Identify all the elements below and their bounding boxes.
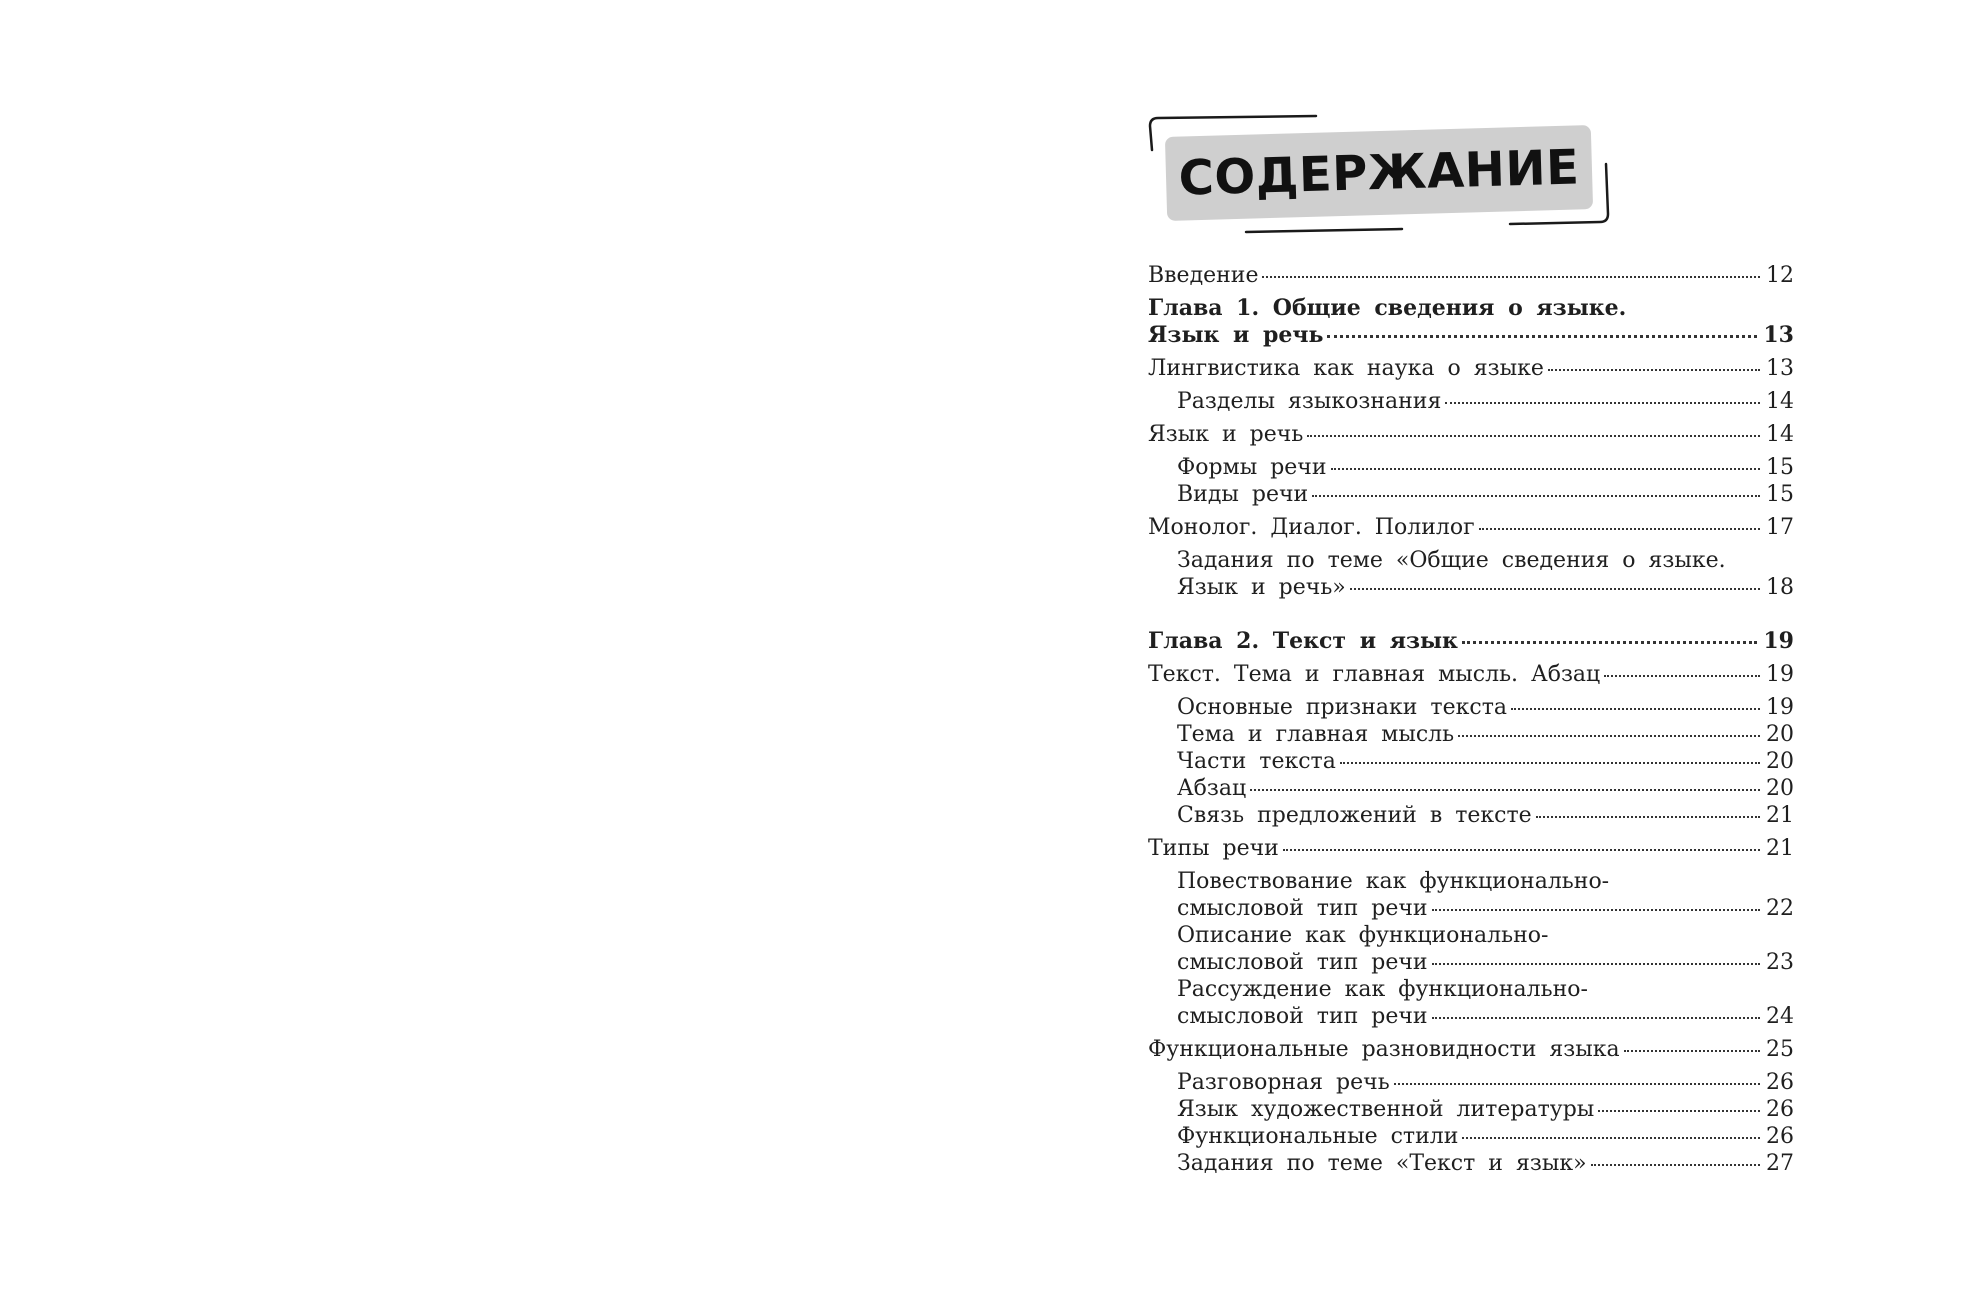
toc-subentry[interactable]: [1148, 1003, 1794, 1030]
dot-leader: [1458, 735, 1760, 737]
toc-subentry[interactable]: [1148, 388, 1794, 415]
dot-leader: [1394, 1083, 1760, 1085]
toc-page-number: 17: [1766, 515, 1794, 540]
toc-page-number: 19: [1766, 662, 1794, 687]
toc-page-number: 14: [1766, 422, 1794, 447]
toc-page-number: 13: [1763, 322, 1794, 348]
page-title: СОДЕРЖАНИЕ: [1177, 139, 1581, 207]
toc-entry-title: Тема и главная мысль: [1177, 722, 1455, 747]
toc-entry-title: Язык и речь»: [1177, 575, 1346, 600]
toc-page-number: 13: [1766, 356, 1794, 381]
toc-page-number: 24: [1766, 1004, 1794, 1029]
toc-page-number: 20: [1766, 722, 1794, 747]
dot-leader: [1536, 816, 1760, 818]
toc-entry-title: Типы речи: [1148, 836, 1279, 861]
dot-leader: [1307, 435, 1760, 437]
toc-entry-title: Задания по теме «Текст и язык»: [1177, 1151, 1587, 1176]
toc-entry-title: Основные признаки текста: [1177, 695, 1507, 720]
toc-entry-title: Функциональные разновидности языка: [1148, 1037, 1620, 1062]
toc-page-number: 21: [1766, 803, 1794, 828]
toc-chapter-entry[interactable]: [1148, 628, 1794, 655]
toc-entry-title-line1: Глава 1. Общие сведения о языке.: [1148, 295, 1627, 321]
toc-page-number: 19: [1763, 628, 1794, 654]
toc-entry-title: Связь предложений в тексте: [1177, 803, 1532, 828]
toc-entry-title: Функциональные стили: [1177, 1124, 1459, 1149]
toc-entry-title: смысловой тип речи: [1177, 950, 1428, 975]
dot-leader: [1432, 1017, 1760, 1019]
toc-page-number: 15: [1766, 455, 1794, 480]
dot-leader: [1462, 641, 1757, 644]
toc-entry-title: Абзац: [1177, 776, 1247, 801]
toc-entry-title: Виды речи: [1177, 482, 1309, 507]
toc-page-number: 12: [1766, 263, 1794, 288]
toc-entry-title-line1: Рассуждение как функционально-: [1177, 977, 1588, 1002]
toc-subentry[interactable]: [1148, 949, 1794, 976]
toc-entry-title: Части текста: [1177, 749, 1336, 774]
toc-subentry[interactable]: [1148, 1069, 1794, 1096]
toc-subentry[interactable]: [1148, 748, 1794, 775]
dot-leader: [1432, 963, 1760, 965]
dot-leader: [1327, 335, 1757, 338]
dot-leader: [1250, 789, 1760, 791]
toc-entry-title-line1: Задания по теме «Общие сведения о языке.: [1177, 548, 1726, 573]
dot-leader: [1432, 909, 1760, 911]
toc-entry-title: Язык и речь: [1148, 322, 1324, 348]
toc-entry-title-line1: Описание как функционально-: [1177, 923, 1549, 948]
dot-leader: [1331, 468, 1760, 470]
dot-leader: [1462, 1137, 1760, 1139]
toc-subentry[interactable]: [1148, 1123, 1794, 1150]
toc-subentry[interactable]: [1148, 1096, 1794, 1123]
toc-page-number: 26: [1766, 1124, 1794, 1149]
dot-leader: [1479, 528, 1760, 530]
toc-subentry[interactable]: [1148, 481, 1794, 508]
toc-page-number: 20: [1766, 776, 1794, 801]
toc-subentry[interactable]: [1148, 694, 1794, 721]
toc-chapter-entry[interactable]: [1148, 322, 1794, 349]
toc-entry-title: Лингвистика как наука о языке: [1148, 356, 1544, 381]
toc-page-number: 26: [1766, 1070, 1794, 1095]
toc-entry-title: Текст. Тема и главная мысль. Абзац: [1148, 662, 1601, 687]
dot-leader: [1624, 1050, 1760, 1052]
dot-leader: [1598, 1110, 1760, 1112]
toc-entry-title: Глава 2. Текст и язык: [1148, 628, 1458, 654]
dot-leader: [1283, 849, 1760, 851]
toc-entry-title-line1: Повествование как функционально-: [1177, 869, 1610, 894]
toc-page-number: 18: [1766, 575, 1794, 600]
dot-leader: [1511, 708, 1760, 710]
toc-entry[interactable]: [1148, 661, 1794, 688]
toc-entry[interactable]: [1148, 835, 1794, 862]
toc-entry[interactable]: [1148, 514, 1794, 541]
toc-entry-title: смысловой тип речи: [1177, 896, 1428, 921]
toc-entry-title: Разделы языкознания: [1177, 389, 1442, 414]
toc-entry[interactable]: [1148, 262, 1794, 289]
toc-page-number: 14: [1766, 389, 1794, 414]
dot-leader: [1262, 276, 1760, 278]
toc-page-number: 23: [1766, 950, 1794, 975]
toc-entry[interactable]: [1148, 421, 1794, 448]
dot-leader: [1312, 495, 1760, 497]
toc-entry-title: Введение: [1148, 263, 1259, 288]
table-of-contents: [1148, 262, 1794, 1177]
dot-leader: [1591, 1164, 1760, 1166]
toc-page-number: 22: [1766, 896, 1794, 921]
toc-page-number: 26: [1766, 1097, 1794, 1122]
toc-page-number: 21: [1766, 836, 1794, 861]
toc-subentry[interactable]: [1148, 1150, 1794, 1177]
toc-entry-title: Разговорная речь: [1177, 1070, 1390, 1095]
toc-entry-title: Монолог. Диалог. Полилог: [1148, 515, 1475, 540]
toc-entry-title: Язык и речь: [1148, 422, 1304, 447]
dot-leader: [1548, 369, 1760, 371]
toc-page-number: 25: [1766, 1037, 1794, 1062]
toc-entry[interactable]: [1148, 1036, 1794, 1063]
contents-heading: [1146, 114, 1614, 240]
toc-entry-title: Формы речи: [1177, 455, 1327, 480]
dot-leader: [1350, 588, 1760, 590]
toc-subentry[interactable]: [1148, 895, 1794, 922]
toc-subentry[interactable]: [1148, 802, 1794, 829]
toc-subentry[interactable]: [1148, 775, 1794, 802]
dot-leader: [1604, 675, 1760, 677]
dot-leader: [1445, 402, 1760, 404]
dot-leader: [1340, 762, 1760, 764]
toc-page-number: 20: [1766, 749, 1794, 774]
toc-subentry[interactable]: [1148, 721, 1794, 748]
toc-subentry[interactable]: [1148, 454, 1794, 481]
toc-page-number: 19: [1766, 695, 1794, 720]
toc-entry[interactable]: [1148, 355, 1794, 382]
toc-page-number: 15: [1766, 482, 1794, 507]
toc-entry-title: смысловой тип речи: [1177, 1004, 1428, 1029]
toc-entry-title: Язык художественной литературы: [1177, 1097, 1595, 1122]
toc-page-number: 27: [1766, 1151, 1794, 1176]
toc-subentry[interactable]: [1148, 574, 1794, 601]
